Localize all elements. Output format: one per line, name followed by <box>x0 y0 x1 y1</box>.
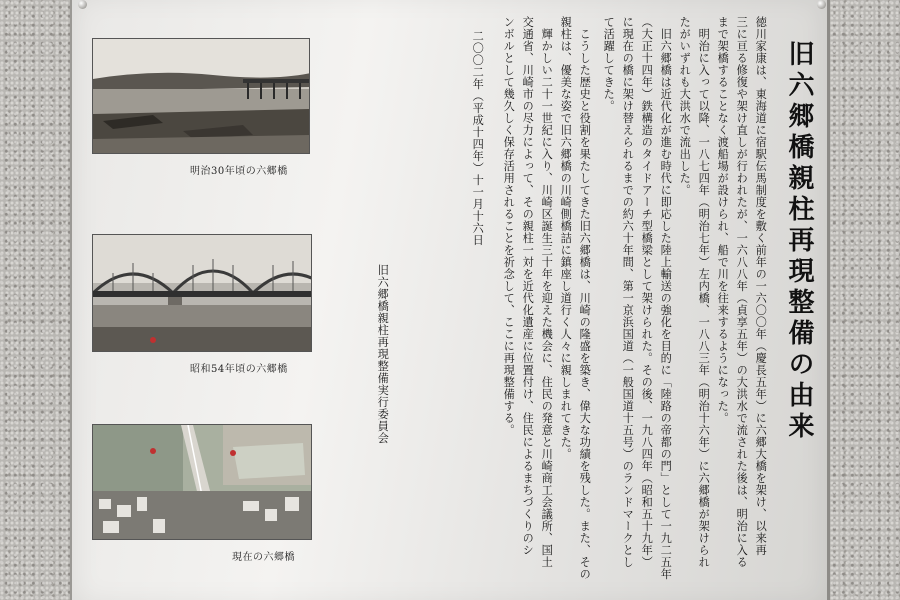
body-column: 旧六郷橋は近代化が進む時代に即応した陸上輸送の強化を目的に「陸路の帝都の門」として一九二五年 <box>659 28 673 580</box>
stone-plaque <box>70 0 830 600</box>
meiji-bridge-image <box>93 39 310 154</box>
body-column: 交通省、川崎市の尽力によって、その親柱一対を近代化遺産に位置付け、住民によるまちづくりのシ <box>521 16 535 556</box>
photo-caption-present: 現在の六郷橋 <box>232 552 295 563</box>
body-column: たがいずれも大洪水で流出した。 <box>678 16 692 196</box>
signature: 旧六郷橋親柱再現整備実行委員会 <box>376 264 390 444</box>
bolt-top-right <box>817 0 826 9</box>
photo-meiji-bridge <box>92 38 310 154</box>
bolt-top-left <box>78 0 87 9</box>
body-column: まで架橋することなく渡船場が設けられ、船で川を往来するようになった。 <box>716 16 730 424</box>
body-column: て活躍してきた。 <box>602 16 616 112</box>
showa-bridge-image <box>93 235 312 352</box>
body-column: 徳川家康は、東海道に宿駅伝馬制度を敷く前年の一六〇〇年（慶長五年）に六郷大橋を架け、以来再 <box>754 16 768 556</box>
photo-caption-meiji: 明治30年頃の六郷橋 <box>190 166 288 177</box>
granite-wall-right <box>828 0 900 600</box>
body-column: 三に亘る修復や架け直しが行われたが、一六八八年（貞享五年）の大洪水で流された後は、明治に入る <box>735 16 749 568</box>
present-bridge-image <box>93 425 312 540</box>
photo-showa-bridge <box>92 234 312 352</box>
granite-wall-left <box>0 0 70 600</box>
body-column: ンボルとして幾久しく保存活用されることを祈念して、ここに再現整備する。 <box>502 16 516 436</box>
date-line: 二〇〇二年（平成十四年）十一月十六日 <box>471 30 485 246</box>
body-column: 輝かしい二十一世紀に入り、川崎区誕生三十年を迎えた機会に、住民の発意と川崎商工会議所、国土 <box>540 28 554 568</box>
page-title: 旧六郷橋親柱再現整備の由来 <box>784 40 814 443</box>
body-column: 親柱は、優美な姿で旧六郷橋の川崎側橋詰に鎮座し道行く人々に親しまれてきた。 <box>559 16 573 460</box>
body-column: に現在の橋に架け替えられるまでの約六十年間、第一京浜国道（一般国道十五号）のランドマークとし <box>621 16 635 568</box>
body-column: こうした歴史と役割を果たしてきた旧六郷橋は、川崎の隆盛を築き、偉大な功績を残した。また、その <box>578 28 592 580</box>
body-column: （大正十四年）鉄構造のタイドアーチ型橋梁として架けられた。その後、一九八四年（昭和五十九年） <box>640 16 654 568</box>
body-column: 明治に入って以降、一八七四年（明治七年）左内橋、一八八三年（明治十六年）に六郷橋が架けられ <box>697 28 711 568</box>
photo-caption-showa: 昭和54年頃の六郷橋 <box>190 364 288 375</box>
photo-present-bridge <box>92 424 312 540</box>
